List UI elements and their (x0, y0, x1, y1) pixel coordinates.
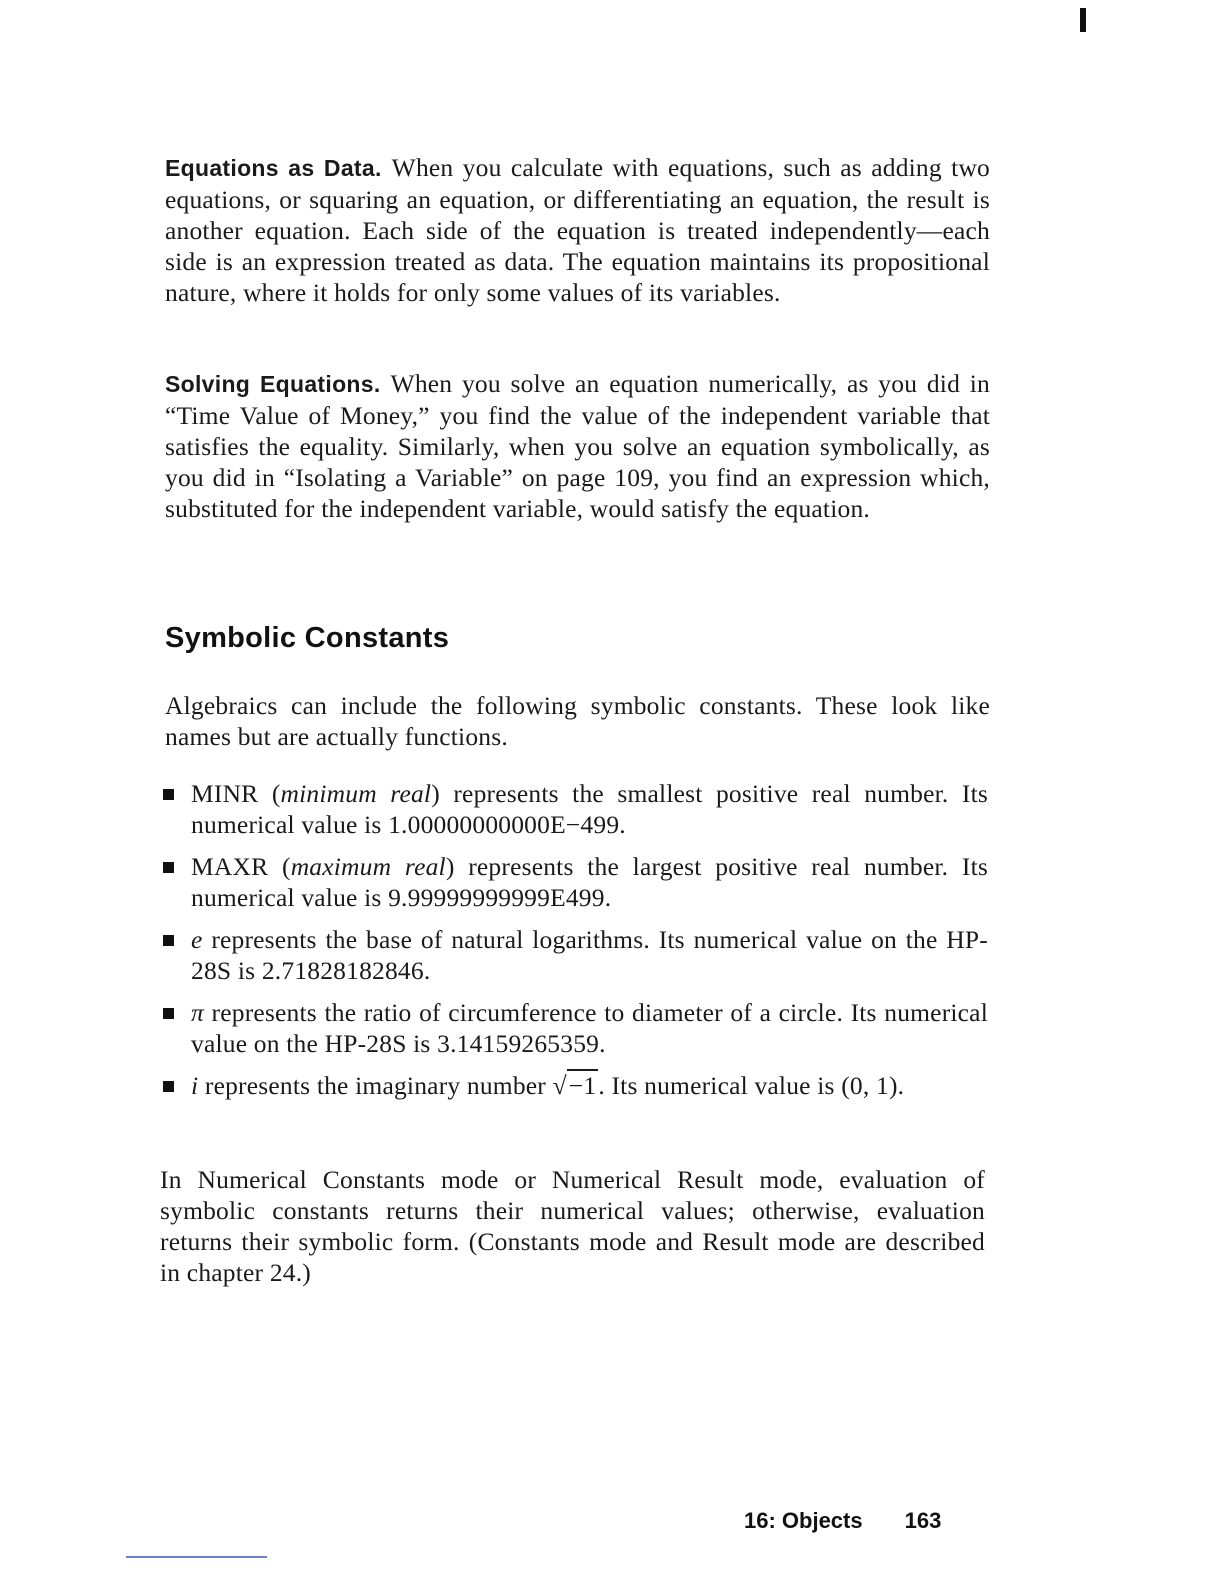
i-symbol: i (191, 1071, 199, 1100)
bullet-icon (163, 789, 174, 800)
pi-description (191, 997, 988, 1059)
minr-name: MINR (191, 779, 259, 808)
page-edge-mark (1080, 8, 1086, 32)
radical-sign: √ (552, 1071, 567, 1100)
closing-paragraph: In Numerical Constants mode or Numerical Result mode, evaluation of symbolic constants returns their numerical values; otherwise, evaluation returns their symbolic form. (Constants mode and Result mode are described in chapter 24.) (160, 1165, 985, 1287)
i-text-before: represents the imaginary number (204, 1071, 546, 1100)
symbolic-constants-title: Symbolic Constants (165, 622, 450, 654)
i-description (191, 1070, 988, 1101)
bullet-icon (163, 935, 174, 946)
solving-equations-text: When you solve an equation numerically, as you did in “Time Value of Money,” you find the value of the independent variable that satisfies the equality. Similarly, when you solve an equation symbolically, as you did in “Isolating a Variable” on page 109, you find an expression which, substituted for the independent variable, would satisfy the equation. (165, 369, 990, 523)
chapter-label: 16: Objects (744, 1508, 863, 1533)
e-symbol: e (191, 925, 203, 954)
radicand: −1 (568, 1071, 597, 1100)
symbolic-constants-intro: Algebraics can include the following symbolic constants. These look like names but are actually functions. (165, 691, 990, 751)
minr-description: MINR (minimum real) represents the smallest positive real number. Its numerical value is 1.00000000000E−499. (191, 779, 988, 839)
equations-as-data-heading: Equations as Data. (165, 155, 382, 181)
i-text-after: . Its numerical value is (0, 1). (598, 1071, 905, 1100)
list-item-pi (163, 997, 988, 1059)
solving-equations-heading: Solving Equations. (165, 371, 381, 397)
list-item-maxr (163, 851, 988, 913)
list-item-minr (163, 778, 988, 840)
equations-as-data-section (165, 152, 990, 308)
page-footer (744, 1508, 941, 1534)
symbolic-constants-intro-block (165, 690, 990, 752)
page-number: 163 (904, 1508, 942, 1533)
maxr-description: MAXR (maximum real) represents the largest positive real number. Its numerical value is 9.99999999999E499. (191, 852, 988, 912)
closing-block (160, 1164, 985, 1288)
equations-as-data-paragraph (165, 152, 990, 308)
pi-symbol: π (191, 998, 204, 1027)
list-item-e (163, 924, 988, 986)
e-text: represents the base of natural logarithms. Its numerical value on the HP-28S is 2.71828182846. (191, 925, 988, 985)
minr-gloss: minimum real (280, 779, 432, 808)
maxr-name: MAXR (191, 852, 269, 881)
minr-text: represents the smallest positive real number. Its numerical value is 1.00000000000E−499. (191, 779, 988, 839)
bullet-icon (163, 862, 174, 873)
pi-text: represents the ratio of circumference to diameter of a circle. Its numerical value on the HP-28S is 3.14159265359. (191, 998, 988, 1058)
e-description (191, 924, 988, 986)
symbolic-constants-list (163, 778, 988, 1112)
list-item-i (163, 1070, 988, 1101)
solving-equations-paragraph (165, 368, 990, 524)
bottom-rule (126, 1556, 267, 1558)
bullet-icon (163, 1008, 174, 1019)
bullet-icon (163, 1081, 174, 1092)
maxr-text: represents the largest positive real number. Its numerical value is 9.99999999999E499. (191, 852, 988, 912)
solving-equations-section (165, 368, 990, 524)
maxr-gloss: maximum real (290, 852, 446, 881)
equations-as-data-text: When you calculate with equations, such as adding two equations, or squaring an equation, or differentiating an equation, the result is another equation. Each side of the equation is treated independently—each side is an expression treated as data. The equation maintains its propositional nature, where it holds for only some values of its variables. (165, 153, 991, 307)
square-root-expression (553, 1070, 599, 1101)
